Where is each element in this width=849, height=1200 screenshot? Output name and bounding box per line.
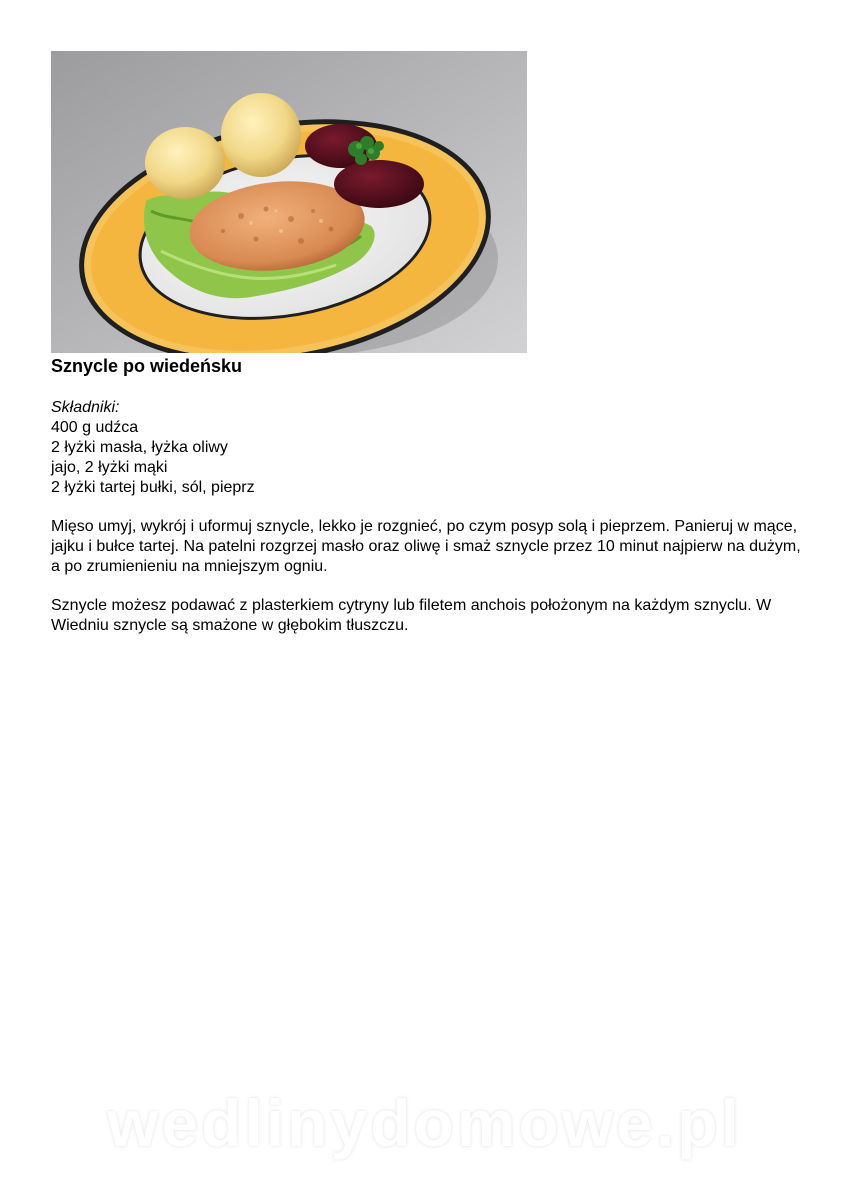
recipe-title: Sznycle po wiedeńsku (51, 356, 243, 376)
ingredient-item: 2 łyżki tartej bułki, sól, pieprz (51, 479, 255, 496)
ingredient-item: jajo, 2 łyżki mąki (51, 459, 168, 476)
ingredients-heading: Składniki: (51, 399, 120, 416)
schnitzel-plate-photo (51, 51, 527, 353)
ingredient-item: 400 g udźca (51, 419, 139, 436)
instructions-paragraph: Mięso umyj, wykrój i uformuj sznycle, lekko je rozgnieć, po czym posyp solą i pieprzem. Panieruj w mące, jajku i bułce tartej. Na patelni rozgrzej masło oraz oliwę i smaż sznycle przez 10 minut najpierw na dużym, a po zrumienieniu na mniejszym ogniu. (51, 518, 801, 575)
ingredient-item: 2 łyżki masła, łyżka oliwy (51, 439, 228, 456)
ingredients-section (51, 398, 255, 498)
serving-note-paragraph: Sznycle możesz podawać z plasterkiem cytryny lub filetem anchois położonym na każdym sznyclu. W Wiedniu sznycle są smażone w głębokim tłuszczu. (51, 597, 772, 634)
watermark: wedlinydomowe.pl (107, 1086, 742, 1160)
